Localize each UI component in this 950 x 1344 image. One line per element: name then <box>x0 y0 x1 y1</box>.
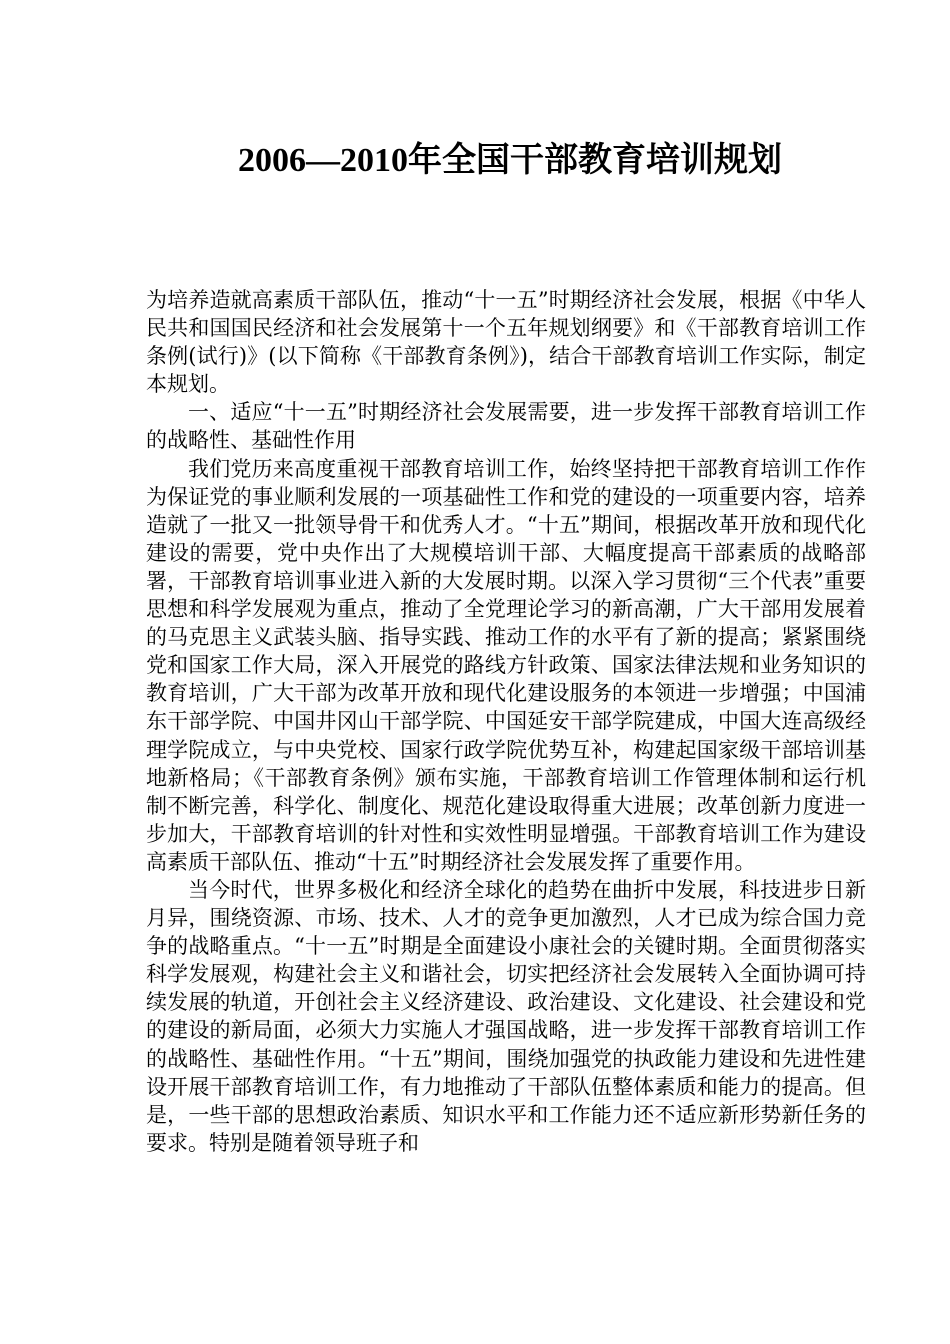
paragraph-intro: 为培养造就高素质干部队伍，推动“十一五”时期经济社会发展，根据《中华人民共和国国民经济和社会发展第十一个五年规划纲要》和《干部教育培训工作条例(试行)》(以下简称《干部教育条例》)，结合干部教育培训工作实际，制定本规划。 <box>146 288 866 397</box>
paragraph-body: 我们党历来高度重视干部教育培训工作，始终坚持把干部教育培训工作作为保证党的事业顺利发展的一项基础性工作和党的建设的一项重要内容，培养造就了一批又一批领导骨干和优秀人才。“十五”期间，根据改革开放和现代化建设的需要，党中央作出了大规模培训干部、大幅度提高干部素质的战略部署，干部教育培训事业进入新的大发展时期。以深入学习贯彻“三个代表”重要思想和科学发展观为重点，推动了全党理论学习的新高潮，广大干部用发展着的马克思主义武装头脑、指导实践、推动工作的水平有了新的提高；紧紧围绕党和国家工作大局，深入开展党的路线方针政策、国家法律法规和业务知识的教育培训，广大干部为改革开放和现代化建设服务的本领进一步增强；中国浦东干部学院、中国井冈山干部学院、中国延安干部学院建成，中国大连高级经理学院成立，与中央党校、国家行政学院优势互补，构建起国家级干部培训基地新格局；《干部教育条例》颁布实施，干部教育培训工作管理体制和运行机制不断完善，科学化、制度化、规范化建设取得重大进展；改革创新力度进一步加大，干部教育培训的针对性和实效性明显增强。干部教育培训工作为建设高素质干部队伍、推动“十五”时期经济社会发展发挥了重要作用。 <box>146 456 866 874</box>
paragraph-body: 当今时代，世界多极化和经济全球化的趋势在曲折中发展，科技进步日新月异，围绕资源、市场、技术、人才的竞争更加激烈，人才已成为综合国力竞争的战略重点。“十一五”时期是全面建设小康社会的关键时期。全面贯彻落实科学发展观，构建社会主义和谐社会，切实把经济社会发展转入全面协调可持续发展的轨道，开创社会主义经济建设、政治建设、文化建设、社会建设和党的建设的新局面，必须大力实施人才强国战略，进一步发挥干部教育培训工作的战略性、基础性作用。“十五”期间，围绕加强党的执政能力建设和先进性建设开展干部教育培训工作，有力地推动了干部队伍整体素质和能力的提高。但是，一些干部的思想政治素质、知识水平和工作能力还不适应新形势新任务的要求。特别是随着领导班子和 <box>146 877 866 1155</box>
document-title: 2006—2010年全国干部教育培训规划 <box>238 142 782 179</box>
section-heading-1: 一、适应“十一五”时期经济社会发展需要，进一步发挥干部教育培训工作的战略性、基础性作用 <box>146 400 866 453</box>
document-body <box>146 286 866 1157</box>
